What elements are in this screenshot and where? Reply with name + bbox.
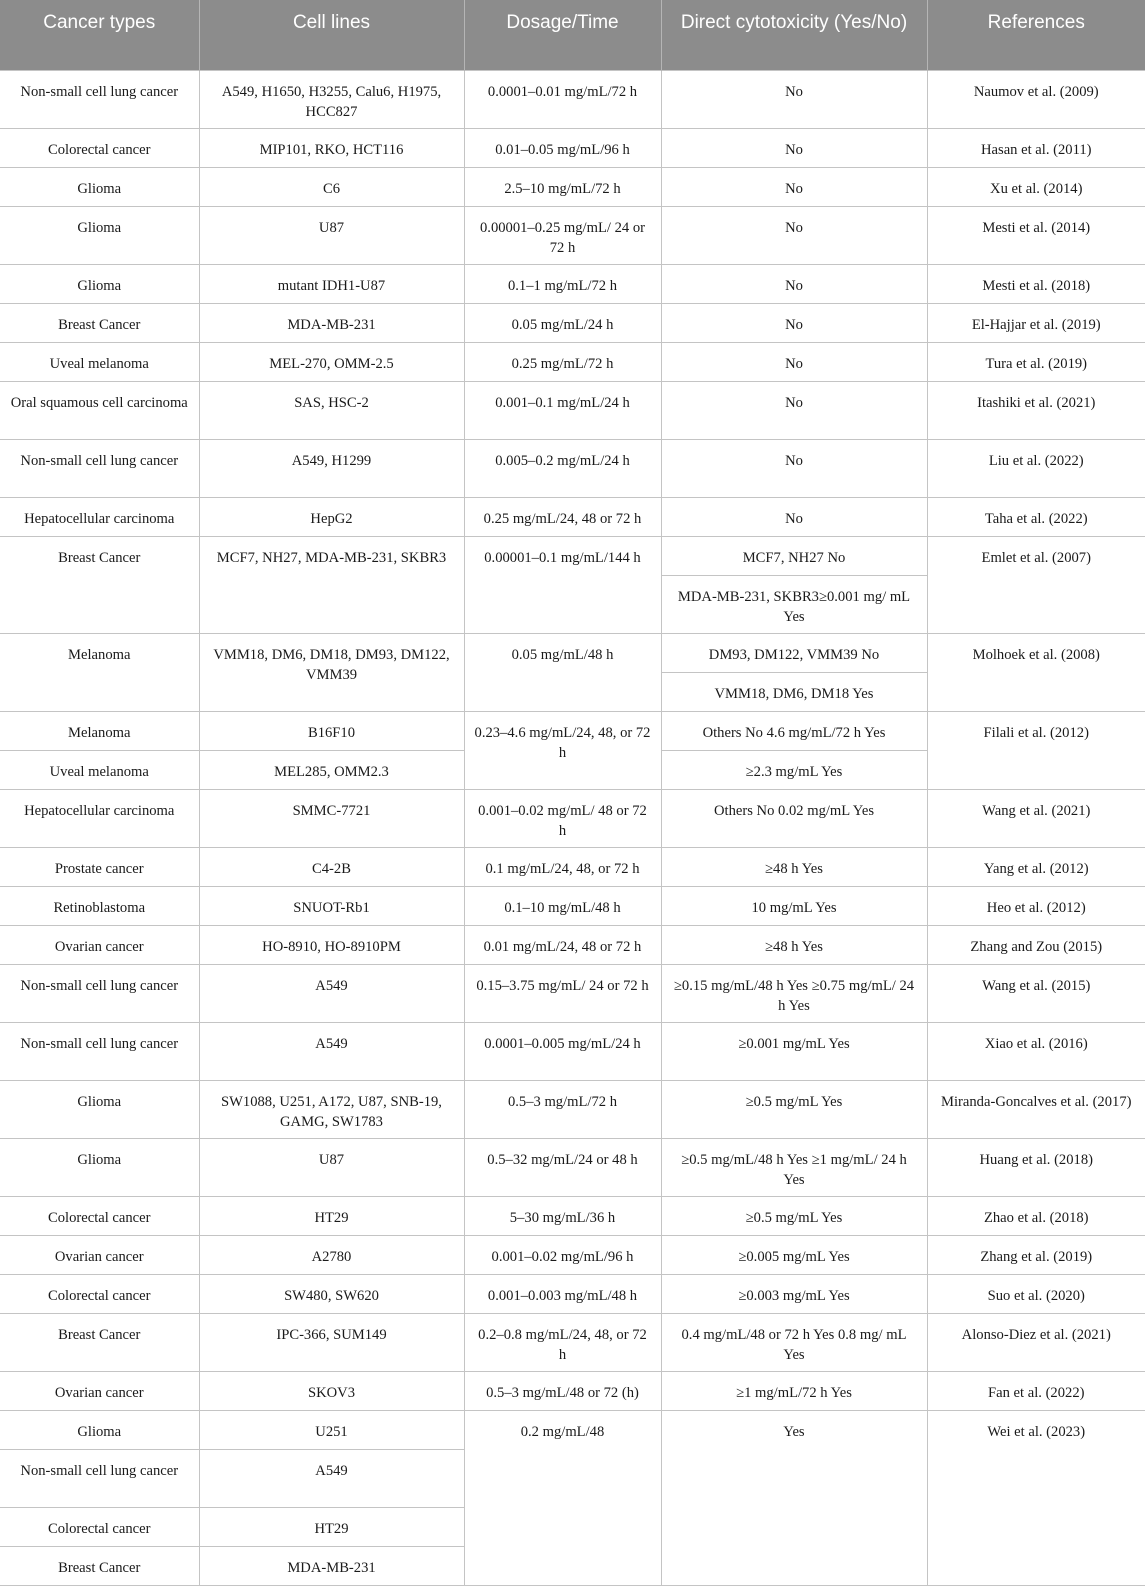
cancer-type-cell: Oral squamous cell carcinoma [0,381,199,439]
cell-lines-cell: SKOV3 [199,1371,464,1410]
reference-cell: Naumov et al. (2009) [927,70,1145,128]
cell-lines-cell: C6 [199,167,464,206]
dosage-cell: 0.0001–0.005 mg/mL/24 h [464,1022,661,1080]
cytotoxicity-cell: Others No 4.6 mg/mL/72 h Yes [661,711,927,750]
dosage-cell: 0.15–3.75 mg/mL/ 24 or 72 h [464,964,661,1022]
table-row [0,70,1145,128]
dosage-cell: 0.1–10 mg/mL/48 h [464,886,661,925]
cancer-type-cell: Uveal melanoma [0,342,199,381]
cytotoxicity-cell: No [661,497,927,536]
dosage-cell: 0.001–0.1 mg/mL/24 h [464,381,661,439]
header-dosage-time: Dosage/Time [464,0,661,70]
cancer-type-cell: Retinoblastoma [0,886,199,925]
cell-lines-cell: U87 [199,1138,464,1196]
cell-lines-cell: A549 [199,1022,464,1080]
table-row [0,128,1145,167]
cancer-type-cell: Glioma [0,206,199,264]
cancer-type-cell: Hepatocellular carcinoma [0,789,199,847]
reference-cell: Alonso-Diez et al. (2021) [927,1313,1145,1371]
table-row [0,381,1145,439]
cancer-type-cell: Breast Cancer [0,303,199,342]
dosage-cell: 0.00001–0.1 mg/mL/144 h [464,536,661,633]
table-row [0,1080,1145,1138]
cell-lines-cell: IPC-366, SUM149 [199,1313,464,1371]
dosage-cell: 0.25 mg/mL/72 h [464,342,661,381]
dosage-cell: 0.01 mg/mL/24, 48 or 72 h [464,925,661,964]
cytotoxicity-cell: ≥0.15 mg/mL/48 h Yes ≥0.75 mg/mL/ 24 h Yes [661,964,927,1022]
cell-lines-cell: MDA-MB-231 [199,1546,464,1585]
dosage-cell: 0.005–0.2 mg/mL/24 h [464,439,661,497]
cytotoxicity-cell: ≥48 h Yes [661,925,927,964]
cell-lines-cell: MDA-MB-231 [199,303,464,342]
table-row [0,633,1145,672]
table-row [0,964,1145,1022]
cancer-type-cell: Hepatocellular carcinoma [0,497,199,536]
cytotoxicity-cell: No [661,264,927,303]
cytotoxicity-cell: No [661,128,927,167]
reference-cell: Mesti et al. (2014) [927,206,1145,264]
cytotoxicity-cell: ≥0.003 mg/mL Yes [661,1274,927,1313]
cytotoxicity-cell: No [661,303,927,342]
dosage-cell: 0.01–0.05 mg/mL/96 h [464,128,661,167]
cytotoxicity-cell: 10 mg/mL Yes [661,886,927,925]
reference-cell: Emlet et al. (2007) [927,536,1145,633]
cytotoxicity-cell: ≥0.005 mg/mL Yes [661,1235,927,1274]
cell-lines-cell: U251 [199,1410,464,1449]
cytotoxicity-cell: No [661,381,927,439]
dosage-cell: 0.1 mg/mL/24, 48, or 72 h [464,847,661,886]
dosage-cell: 0.05 mg/mL/24 h [464,303,661,342]
dosage-cell: 5–30 mg/mL/36 h [464,1196,661,1235]
cell-lines-cell: MCF7, NH27, MDA-MB-231, SKBR3 [199,536,464,633]
cell-lines-cell: U87 [199,206,464,264]
table-row [0,439,1145,497]
table-row [0,303,1145,342]
dosage-cell: 0.001–0.02 mg/mL/ 48 or 72 h [464,789,661,847]
table-row [0,1235,1145,1274]
header-direct-cytotoxicity: Direct cytotoxicity (Yes/No) [661,0,927,70]
cytotoxicity-cell: DM93, DM122, VMM39 No [661,633,927,672]
table-row [0,1022,1145,1080]
cytotoxicity-cell: 0.4 mg/mL/48 or 72 h Yes 0.8 mg/ mL Yes [661,1313,927,1371]
reference-cell: Zhang and Zou (2015) [927,925,1145,964]
cell-lines-cell: HepG2 [199,497,464,536]
cytotoxicity-cell: ≥0.5 mg/mL Yes [661,1196,927,1235]
cell-lines-cell: SW480, SW620 [199,1274,464,1313]
cytotoxicity-cell: Yes [661,1410,927,1585]
reference-cell: Huang et al. (2018) [927,1138,1145,1196]
reference-cell: Fan et al. (2022) [927,1371,1145,1410]
cancer-type-cell: Ovarian cancer [0,925,199,964]
cell-lines-cell: VMM18, DM6, DM18, DM93, DM122, VMM39 [199,633,464,711]
cell-lines-cell: A549, H1650, H3255, Calu6, H1975, HCC827 [199,70,464,128]
reference-cell: Itashiki et al. (2021) [927,381,1145,439]
reference-cell: Wei et al. (2023) [927,1410,1145,1585]
dosage-cell: 2.5–10 mg/mL/72 h [464,167,661,206]
table-row [0,264,1145,303]
table-row [0,711,1145,750]
cytotoxicity-cell: ≥2.3 mg/mL Yes [661,750,927,789]
cancer-type-cell: Non-small cell lung cancer [0,439,199,497]
dosage-cell: 0.001–0.003 mg/mL/48 h [464,1274,661,1313]
reference-cell: Zhang et al. (2019) [927,1235,1145,1274]
reference-cell: Tura et al. (2019) [927,342,1145,381]
cancer-type-cell: Melanoma [0,633,199,711]
reference-cell: Xu et al. (2014) [927,167,1145,206]
cytotoxicity-cell: No [661,70,927,128]
dosage-cell: 0.25 mg/mL/24, 48 or 72 h [464,497,661,536]
reference-cell: Liu et al. (2022) [927,439,1145,497]
cytotoxicity-cell: Others No 0.02 mg/mL Yes [661,789,927,847]
header-cell-lines: Cell lines [199,0,464,70]
reference-cell: El-Hajjar et al. (2019) [927,303,1145,342]
cancer-type-cell: Non-small cell lung cancer [0,1449,199,1507]
cytotoxicity-cell: ≥0.5 mg/mL/48 h Yes ≥1 mg/mL/ 24 h Yes [661,1138,927,1196]
reference-cell: Yang et al. (2012) [927,847,1145,886]
cell-lines-cell: mutant IDH1-U87 [199,264,464,303]
dosage-cell: 0.5–3 mg/mL/48 or 72 (h) [464,1371,661,1410]
cancer-type-cell: Breast Cancer [0,1546,199,1585]
cell-lines-cell: C4-2B [199,847,464,886]
cancer-type-cell: Non-small cell lung cancer [0,70,199,128]
table-row [0,536,1145,575]
header-row [0,0,1145,70]
table-row [0,1274,1145,1313]
table-row [0,847,1145,886]
cell-lines-cell: HO-8910, HO-8910PM [199,925,464,964]
cytotoxicity-cell: No [661,167,927,206]
cytotoxicity-cell: MDA-MB-231, SKBR3≥0.001 mg/ mL Yes [661,575,927,633]
reference-cell: Miranda-Goncalves et al. (2017) [927,1080,1145,1138]
cell-lines-cell: SMMC-7721 [199,789,464,847]
cancer-type-cell: Colorectal cancer [0,1196,199,1235]
cell-lines-cell: SW1088, U251, A172, U87, SNB-19, GAMG, SW1783 [199,1080,464,1138]
cancer-type-cell: Breast Cancer [0,536,199,633]
table-row [0,1410,1145,1449]
cancer-type-cell: Ovarian cancer [0,1371,199,1410]
reference-cell: Heo et al. (2012) [927,886,1145,925]
cell-lines-cell: SAS, HSC-2 [199,381,464,439]
dosage-cell: 0.5–3 mg/mL/72 h [464,1080,661,1138]
cell-lines-cell: HT29 [199,1507,464,1546]
cytotoxicity-cell: ≥0.001 mg/mL Yes [661,1022,927,1080]
cell-lines-cell: A549 [199,964,464,1022]
dosage-cell: 0.1–1 mg/mL/72 h [464,264,661,303]
table-row [0,886,1145,925]
cancer-type-cell: Non-small cell lung cancer [0,1022,199,1080]
cell-lines-cell: A549, H1299 [199,439,464,497]
cell-lines-cell: MIP101, RKO, HCT116 [199,128,464,167]
cancer-type-cell: Uveal melanoma [0,750,199,789]
table-row [0,1196,1145,1235]
dosage-cell: 0.5–32 mg/mL/24 or 48 h [464,1138,661,1196]
reference-cell: Mesti et al. (2018) [927,264,1145,303]
table-row [0,1371,1145,1410]
cytotoxicity-cell: ≥0.5 mg/mL Yes [661,1080,927,1138]
cytotoxicity-cell: No [661,342,927,381]
cytotoxicity-cell: No [661,206,927,264]
cancer-type-cell: Glioma [0,264,199,303]
table-row [0,497,1145,536]
cancer-type-cell: Ovarian cancer [0,1235,199,1274]
cancer-type-cell: Breast Cancer [0,1313,199,1371]
dosage-cell: 0.23–4.6 mg/mL/24, 48, or 72 h [464,711,661,789]
cancer-type-cell: Prostate cancer [0,847,199,886]
cancer-type-cell: Colorectal cancer [0,128,199,167]
reference-cell: Filali et al. (2012) [927,711,1145,789]
dosage-cell: 0.00001–0.25 mg/mL/ 24 or 72 h [464,206,661,264]
cytotoxicity-cell: ≥48 h Yes [661,847,927,886]
cell-lines-cell: MEL285, OMM2.3 [199,750,464,789]
table-row [0,789,1145,847]
cell-lines-cell: A549 [199,1449,464,1507]
reference-cell: Zhao et al. (2018) [927,1196,1145,1235]
cancer-type-cell: Colorectal cancer [0,1274,199,1313]
cytotoxicity-cell: VMM18, DM6, DM18 Yes [661,672,927,711]
reference-cell: Wang et al. (2021) [927,789,1145,847]
header-cancer-types: Cancer types [0,0,199,70]
cell-lines-cell: SNUOT-Rb1 [199,886,464,925]
cancer-type-cell: Colorectal cancer [0,1507,199,1546]
reference-cell: Wang et al. (2015) [927,964,1145,1022]
table-row [0,1313,1145,1371]
dosage-cell: 0.001–0.02 mg/mL/96 h [464,1235,661,1274]
cancer-type-cell: Glioma [0,167,199,206]
cancer-type-cell: Melanoma [0,711,199,750]
cell-lines-cell: MEL-270, OMM-2.5 [199,342,464,381]
reference-cell: Hasan et al. (2011) [927,128,1145,167]
cell-lines-cell: HT29 [199,1196,464,1235]
reference-cell: Suo et al. (2020) [927,1274,1145,1313]
cytotoxicity-cell: No [661,439,927,497]
table-row [0,342,1145,381]
table-row [0,167,1145,206]
header-references: References [927,0,1145,70]
cell-lines-cell: A2780 [199,1235,464,1274]
dosage-cell: 0.0001–0.01 mg/mL/72 h [464,70,661,128]
reference-cell: Xiao et al. (2016) [927,1022,1145,1080]
table-row [0,925,1145,964]
table-row [0,1138,1145,1196]
cell-lines-cell: B16F10 [199,711,464,750]
cancer-type-cell: Non-small cell lung cancer [0,964,199,1022]
dosage-cell: 0.05 mg/mL/48 h [464,633,661,711]
dosage-cell: 0.2 mg/mL/48 [464,1410,661,1585]
cytotoxicity-cell: ≥1 mg/mL/72 h Yes [661,1371,927,1410]
cytotoxicity-cell: MCF7, NH27 No [661,536,927,575]
reference-cell: Molhoek et al. (2008) [927,633,1145,711]
dosage-cell: 0.2–0.8 mg/mL/24, 48, or 72 h [464,1313,661,1371]
table-row [0,206,1145,264]
cancer-type-cell: Glioma [0,1080,199,1138]
cancer-type-cell: Glioma [0,1138,199,1196]
cancer-type-cell: Glioma [0,1410,199,1449]
reference-cell: Taha et al. (2022) [927,497,1145,536]
